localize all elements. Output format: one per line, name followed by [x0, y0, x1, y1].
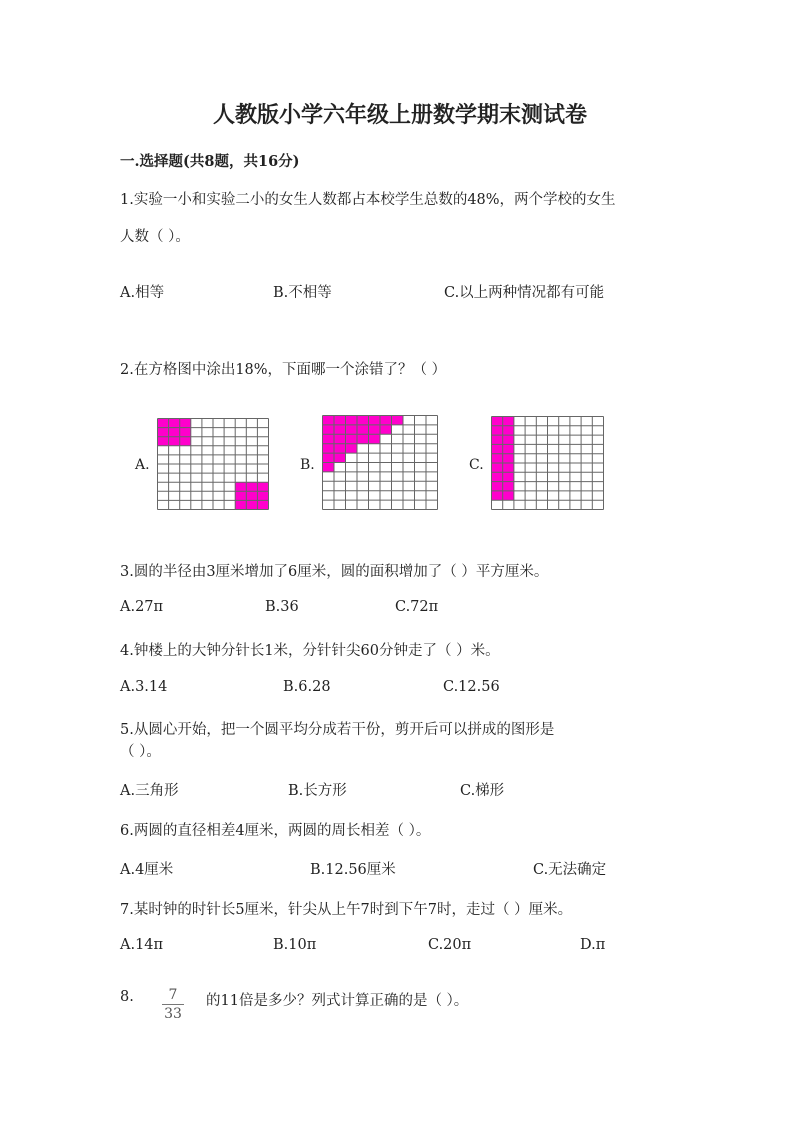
shaded-cell — [492, 463, 503, 472]
shaded-cell — [503, 463, 514, 472]
fraction-denominator: 33 — [164, 1006, 182, 1022]
shaded-cell — [180, 419, 191, 428]
shaded-cell — [323, 434, 335, 443]
shaded-cell — [180, 437, 191, 446]
q5-option-c: C.梯形 — [460, 783, 505, 799]
shaded-cell — [158, 419, 169, 428]
shaded-cell — [492, 491, 503, 500]
grid-c — [491, 416, 604, 510]
shaded-cell — [503, 472, 514, 481]
shaded-cell — [257, 500, 268, 509]
shaded-cell — [169, 419, 180, 428]
question-7-text: 7.某时钟的时针长5厘米，针尖从上午7时到下午7时，走过（ ）厘米。 — [120, 902, 573, 918]
shaded-cell — [503, 435, 514, 444]
q5-option-b: B.长方形 — [288, 783, 347, 799]
shaded-cell — [357, 434, 369, 443]
shaded-cell — [369, 425, 381, 434]
q3-option-b: B.36 — [265, 599, 299, 615]
question-1-text: 1.实验一小和实验二小的女生人数都占本校学生总数的48%，两个学校的女生 — [120, 192, 616, 208]
question-5-text-cont: （ ）。 — [120, 744, 161, 760]
question-1-text-cont: 人数（ ）。 — [120, 229, 190, 245]
shaded-cell — [334, 425, 346, 434]
shaded-cell — [323, 444, 335, 453]
q3-option-a: A.27π — [120, 599, 164, 615]
shaded-cell — [169, 428, 180, 437]
q2-label-a: A. — [135, 457, 150, 473]
shaded-cell — [169, 437, 180, 446]
shaded-cell — [246, 482, 257, 491]
q7-option-a: A.14π — [120, 937, 164, 953]
question-6-text: 6.两圆的直径相差4厘米，两圆的周长相差（ ）。 — [120, 823, 431, 839]
q1-option-a: A.相等 — [120, 285, 165, 301]
q5-option-a: A.三角形 — [120, 783, 179, 799]
shaded-cell — [503, 482, 514, 491]
shaded-cell — [158, 428, 169, 437]
q2-label-b: B. — [300, 457, 315, 473]
grid-b — [322, 415, 438, 510]
shaded-cell — [357, 425, 369, 434]
shaded-cell — [334, 416, 346, 425]
shaded-cell — [503, 426, 514, 435]
shaded-cell — [246, 491, 257, 500]
q7-option-d: D.π — [580, 937, 606, 953]
shaded-cell — [503, 454, 514, 463]
fraction-numerator: 7 — [168, 987, 178, 1003]
shaded-cell — [235, 482, 246, 491]
shaded-cell — [503, 417, 514, 426]
question-8-text: 的11倍是多少？列式计算正确的是（ ）。 — [206, 993, 469, 1009]
shaded-cell — [503, 444, 514, 453]
q1-option-b: B.不相等 — [273, 285, 332, 301]
fraction — [158, 987, 188, 1022]
q6-option-c: C.无法确定 — [533, 862, 607, 878]
shaded-cell — [492, 472, 503, 481]
shaded-cell — [380, 425, 392, 434]
page-title: 人教版小学六年级上册数学期末测试卷 — [212, 102, 587, 128]
question-2-text: 2.在方格图中涂出18%，下面哪一个涂错了？（ ） — [120, 362, 447, 378]
shaded-cell — [323, 463, 335, 472]
shaded-cell — [158, 437, 169, 446]
question-8-number: 8. — [120, 989, 134, 1005]
shaded-cell — [369, 416, 381, 425]
q3-option-c: C.72π — [395, 599, 439, 615]
shaded-cell — [235, 491, 246, 500]
shaded-cell — [257, 482, 268, 491]
shaded-cell — [357, 416, 369, 425]
shaded-cell — [323, 416, 335, 425]
q7-option-c: C.20π — [428, 937, 472, 953]
question-3-text: 3.圆的半径由3厘米增加了6厘米，圆的面积增加了（ ）平方厘米。 — [120, 564, 549, 580]
shaded-cell — [380, 416, 392, 425]
q6-option-a: A.4厘米 — [120, 862, 174, 878]
q6-option-b: B.12.56厘米 — [310, 862, 396, 878]
shaded-cell — [257, 491, 268, 500]
shaded-cell — [346, 434, 358, 443]
shaded-cell — [346, 444, 358, 453]
shaded-cell — [492, 435, 503, 444]
shaded-cell — [346, 416, 358, 425]
fraction-bar — [162, 1004, 184, 1005]
shaded-cell — [492, 417, 503, 426]
shaded-cell — [492, 482, 503, 491]
shaded-cell — [323, 453, 335, 462]
shaded-cell — [180, 428, 191, 437]
section-heading: 一.选择题(共8题，共16分) — [120, 153, 300, 170]
question-5-text: 5.从圆心开始，把一个圆平均分成若干份，剪开后可以拼成的图形是 — [120, 722, 555, 738]
shaded-cell — [392, 416, 404, 425]
shaded-cell — [334, 444, 346, 453]
shaded-cell — [492, 426, 503, 435]
q2-label-c: C. — [469, 457, 484, 473]
shaded-cell — [492, 454, 503, 463]
shaded-cell — [346, 425, 358, 434]
shaded-cell — [235, 500, 246, 509]
shaded-cell — [246, 500, 257, 509]
q7-option-b: B.10π — [273, 937, 317, 953]
q4-option-c: C.12.56 — [443, 679, 500, 695]
grid-a — [157, 418, 269, 510]
shaded-cell — [334, 453, 346, 462]
q4-option-b: B.6.28 — [283, 679, 331, 695]
q1-option-c: C.以上两种情况都有可能 — [444, 285, 605, 301]
question-4-text: 4.钟楼上的大钟分针长1米，分针针尖60分钟走了（ ）米。 — [120, 643, 500, 659]
shaded-cell — [369, 434, 381, 443]
q4-option-a: A.3.14 — [120, 679, 168, 695]
shaded-cell — [492, 444, 503, 453]
shaded-cell — [323, 425, 335, 434]
shaded-cell — [503, 491, 514, 500]
shaded-cell — [334, 434, 346, 443]
